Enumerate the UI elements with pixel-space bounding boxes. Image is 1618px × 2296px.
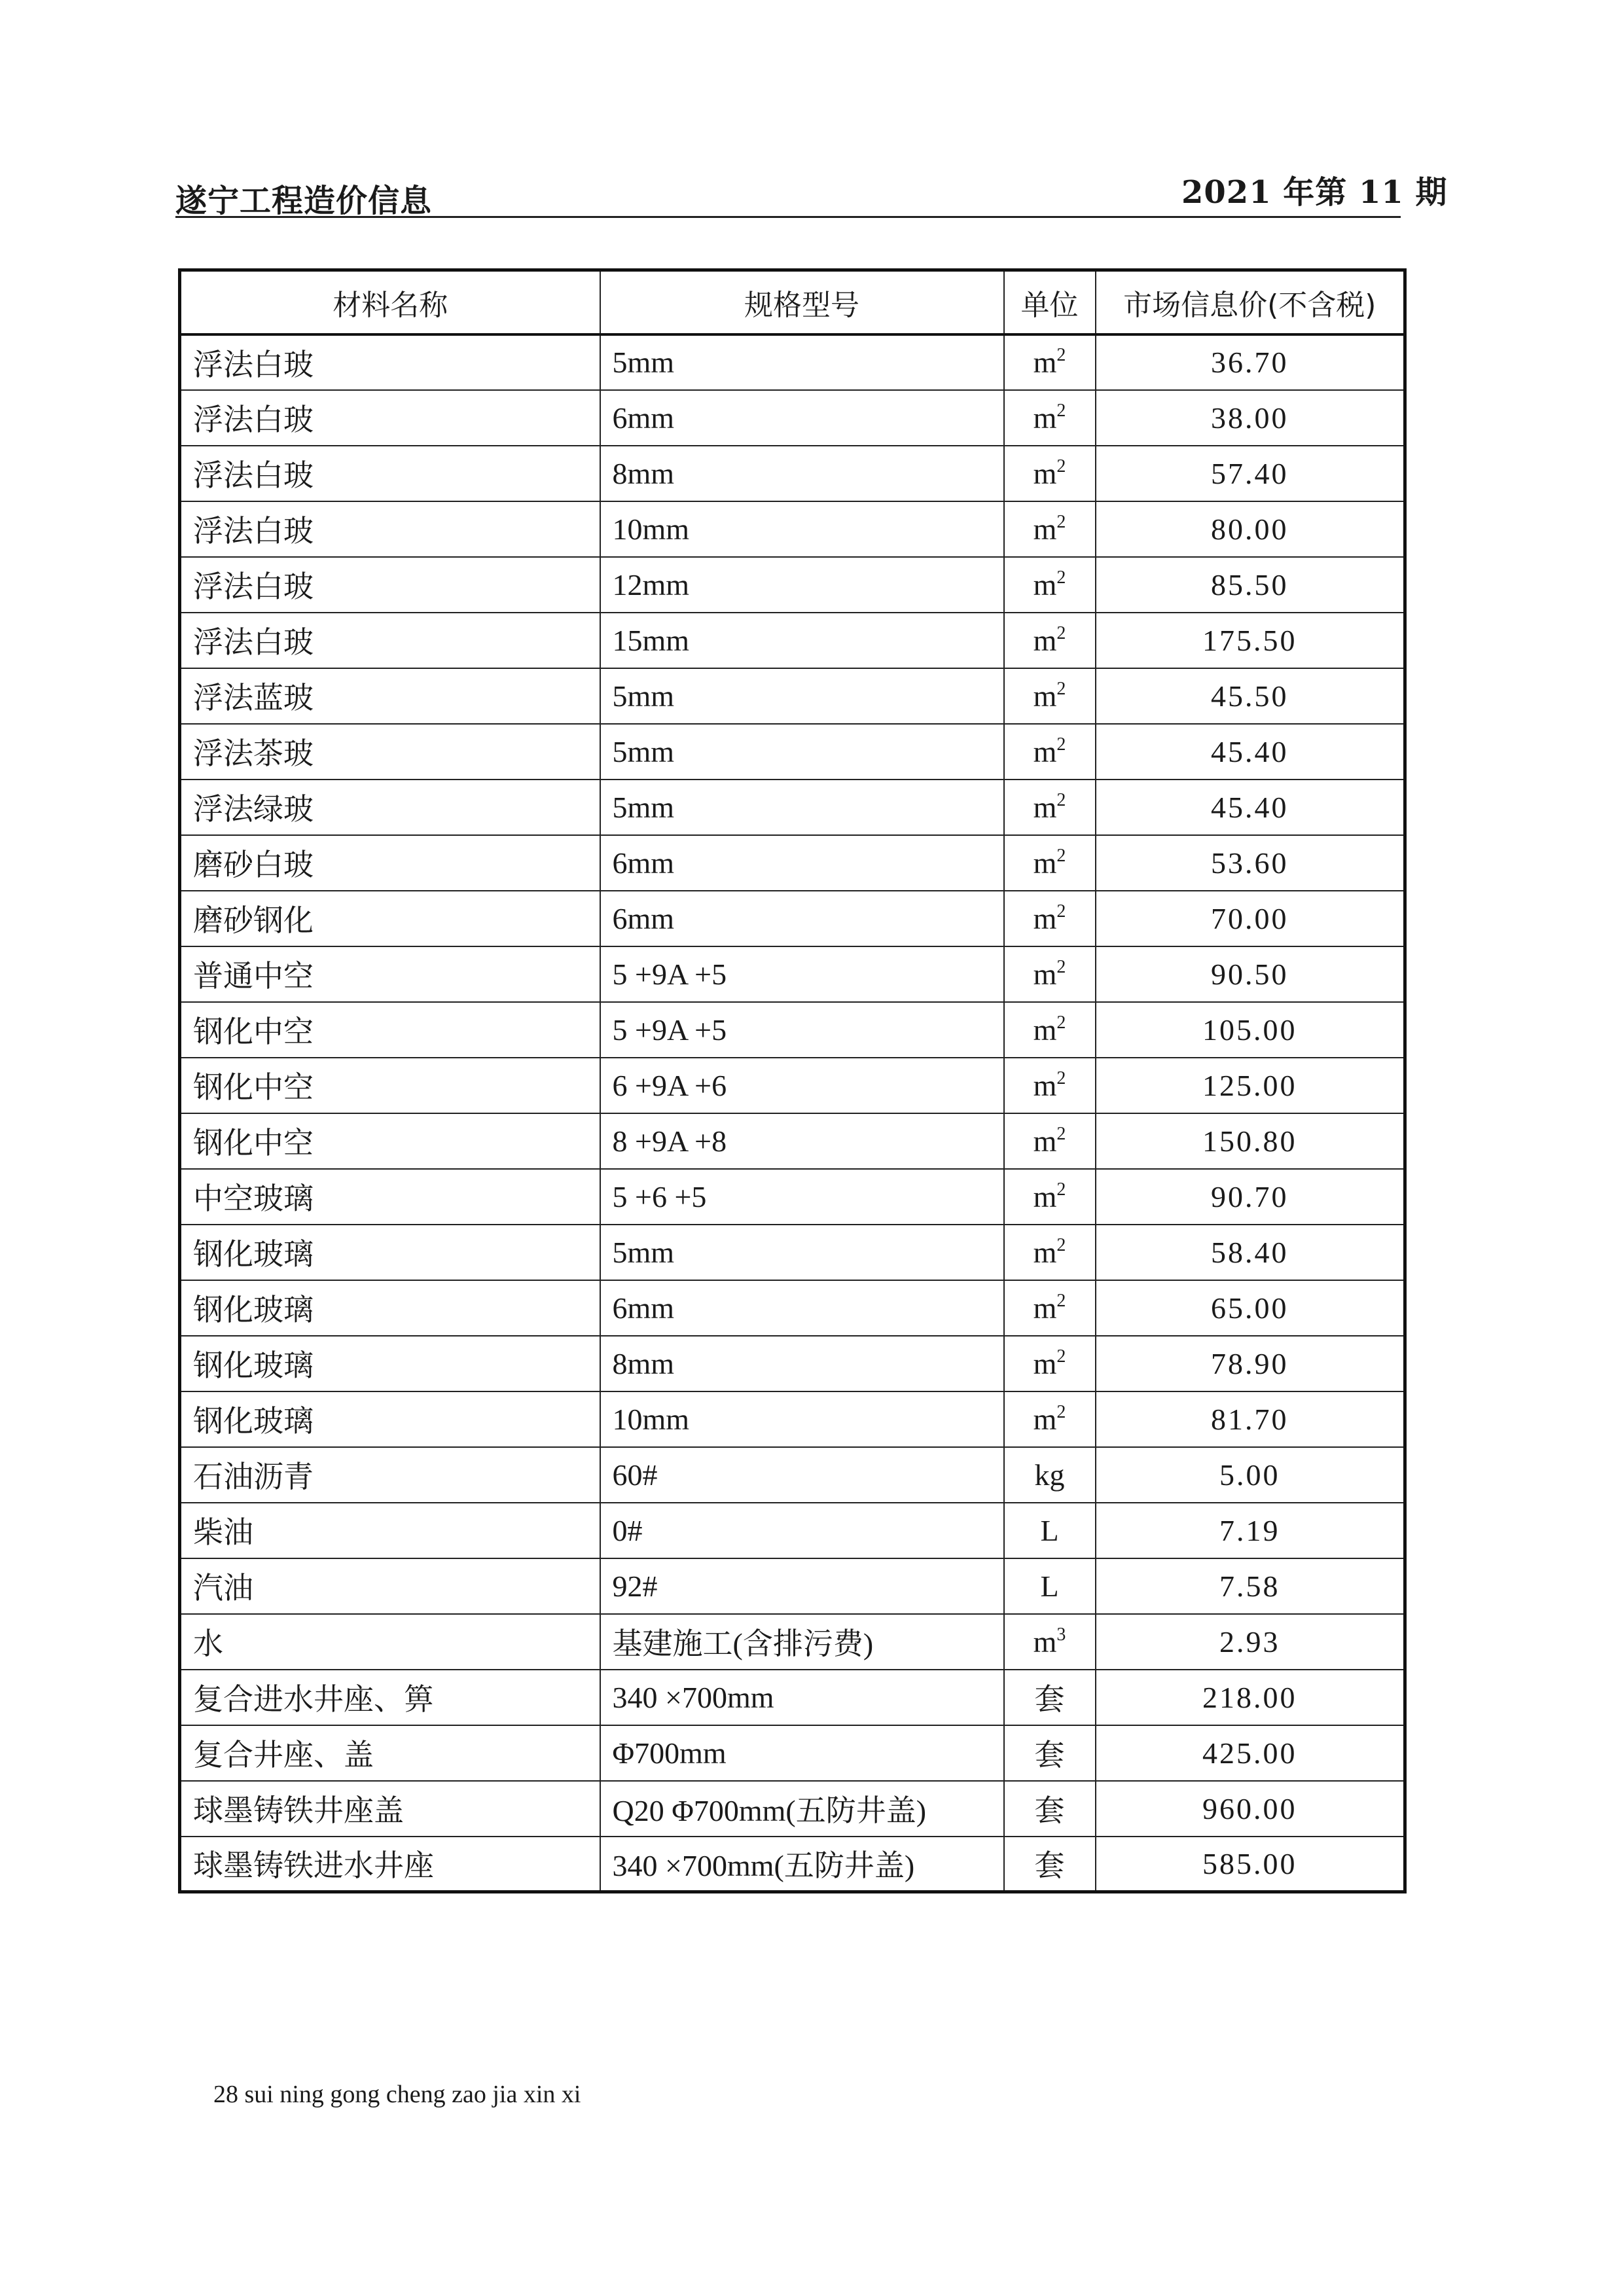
unit-exponent: 2 <box>1056 956 1066 977</box>
market-price: 105.00 <box>1096 1002 1405 1058</box>
market-price: 85.50 <box>1096 557 1405 613</box>
material-spec: 5mm <box>600 1225 1004 1280</box>
table-row <box>180 334 1405 390</box>
table-body <box>180 334 1405 1892</box>
material-name: 浮法白玻 <box>180 334 600 390</box>
table-row <box>180 1002 1405 1058</box>
unit-base: m <box>1033 1179 1057 1213</box>
material-spec: 5 +9A +5 <box>600 946 1004 1002</box>
material-unit <box>1004 1503 1096 1558</box>
unit-base: L <box>1040 1513 1059 1547</box>
material-spec: 8mm <box>600 446 1004 501</box>
market-price: 53.60 <box>1096 835 1405 891</box>
material-name: 钢化玻璃 <box>180 1280 600 1336</box>
material-name: 浮法白玻 <box>180 446 600 501</box>
market-price: 81.70 <box>1096 1391 1405 1447</box>
unit-base: m <box>1033 734 1057 768</box>
market-price: 45.40 <box>1096 780 1405 835</box>
table-row <box>180 1225 1405 1280</box>
material-unit <box>1004 1725 1096 1781</box>
issue-label: 2021 年第 11 期 <box>1181 174 1448 211</box>
unit-exponent: 2 <box>1056 1012 1066 1033</box>
market-price: 45.50 <box>1096 668 1405 724</box>
market-price: 7.19 <box>1096 1503 1405 1558</box>
market-price: 425.00 <box>1096 1725 1405 1781</box>
material-spec: 12mm <box>600 557 1004 613</box>
material-name: 水 <box>180 1614 600 1670</box>
material-unit <box>1004 1058 1096 1113</box>
material-name: 浮法蓝玻 <box>180 668 600 724</box>
unit-exponent: 2 <box>1056 1290 1066 1311</box>
material-spec: 5mm <box>600 780 1004 835</box>
unit-base: m <box>1033 901 1057 935</box>
material-spec: 6mm <box>600 390 1004 446</box>
table-row <box>180 1169 1405 1225</box>
table-row <box>180 780 1405 835</box>
material-name: 钢化中空 <box>180 1113 600 1169</box>
unit-base: m <box>1033 567 1057 601</box>
material-unit <box>1004 1781 1096 1837</box>
material-name: 球墨铸铁井座盖 <box>180 1781 600 1837</box>
material-spec: 8 +9A +8 <box>600 1113 1004 1169</box>
market-price: 90.70 <box>1096 1169 1405 1225</box>
unit-base: kg <box>1034 1458 1065 1492</box>
material-unit <box>1004 390 1096 446</box>
market-price: 125.00 <box>1096 1058 1405 1113</box>
material-unit <box>1004 1002 1096 1058</box>
table-row <box>180 557 1405 613</box>
unit-base: m <box>1033 790 1057 824</box>
unit-base: m <box>1033 1346 1057 1380</box>
unit-base: 套 <box>1034 1849 1065 1883</box>
market-price: 78.90 <box>1096 1336 1405 1391</box>
market-price: 2.93 <box>1096 1614 1405 1670</box>
material-unit <box>1004 446 1096 501</box>
material-name: 钢化中空 <box>180 1058 600 1113</box>
unit-exponent: 2 <box>1056 789 1066 810</box>
material-name: 普通中空 <box>180 946 600 1002</box>
unit-base: m <box>1033 346 1057 379</box>
table-row <box>180 1725 1405 1781</box>
material-name: 钢化玻璃 <box>180 1336 600 1391</box>
col-header-name: 材料名称 <box>180 270 600 334</box>
market-price: 38.00 <box>1096 390 1405 446</box>
material-spec: 340 ×700mm(五防井盖) <box>600 1837 1004 1892</box>
market-price: 45.40 <box>1096 724 1405 780</box>
market-price: 57.40 <box>1096 446 1405 501</box>
material-name: 中空玻璃 <box>180 1169 600 1225</box>
table-row <box>180 501 1405 557</box>
material-name: 钢化玻璃 <box>180 1225 600 1280</box>
unit-base: m <box>1033 846 1057 880</box>
material-spec: 15mm <box>600 613 1004 668</box>
material-name: 浮法白玻 <box>180 501 600 557</box>
material-spec: 92# <box>600 1558 1004 1614</box>
table-row <box>180 668 1405 724</box>
table-row <box>180 1614 1405 1670</box>
table-row <box>180 724 1405 780</box>
material-unit <box>1004 334 1096 390</box>
material-unit <box>1004 1280 1096 1336</box>
material-unit <box>1004 1113 1096 1169</box>
table-row <box>180 613 1405 668</box>
price-table <box>178 268 1407 1893</box>
unit-base: m <box>1033 1624 1057 1659</box>
unit-exponent: 2 <box>1056 1067 1066 1088</box>
unit-exponent: 2 <box>1056 1179 1066 1200</box>
unit-exponent: 2 <box>1056 1123 1066 1144</box>
unit-exponent: 2 <box>1056 1401 1066 1422</box>
unit-exponent: 2 <box>1056 734 1066 755</box>
unit-exponent: 2 <box>1056 567 1066 588</box>
material-spec: 10mm <box>600 501 1004 557</box>
material-name: 浮法白玻 <box>180 557 600 613</box>
unit-exponent: 2 <box>1056 511 1066 532</box>
unit-exponent: 3 <box>1056 1624 1066 1645</box>
unit-base: L <box>1040 1569 1059 1603</box>
market-price: 58.40 <box>1096 1225 1405 1280</box>
market-price: 585.00 <box>1096 1837 1405 1892</box>
material-spec: 10mm <box>600 1391 1004 1447</box>
material-spec: 0# <box>600 1503 1004 1558</box>
unit-base: m <box>1033 1124 1057 1158</box>
table-header-row <box>180 270 1405 334</box>
col-header-unit: 单位 <box>1004 270 1096 334</box>
header-rule <box>175 216 1401 218</box>
unit-base: m <box>1033 1402 1057 1436</box>
material-unit <box>1004 613 1096 668</box>
material-name: 浮法白玻 <box>180 390 600 446</box>
material-name: 钢化玻璃 <box>180 1391 600 1447</box>
unit-base: m <box>1033 512 1057 546</box>
col-header-price: 市场信息价(不含税) <box>1096 270 1405 334</box>
material-spec: 5mm <box>600 334 1004 390</box>
market-price: 70.00 <box>1096 891 1405 946</box>
unit-exponent: 2 <box>1056 678 1066 699</box>
table-row <box>180 835 1405 891</box>
unit-base: m <box>1033 456 1057 490</box>
table-row <box>180 1391 1405 1447</box>
material-name: 钢化中空 <box>180 1002 600 1058</box>
unit-base: m <box>1033 1013 1057 1047</box>
material-name: 汽油 <box>180 1558 600 1614</box>
table-row <box>180 1558 1405 1614</box>
market-price: 65.00 <box>1096 1280 1405 1336</box>
material-unit <box>1004 1336 1096 1391</box>
material-spec: 5 +6 +5 <box>600 1169 1004 1225</box>
table-row <box>180 1781 1405 1837</box>
market-price: 36.70 <box>1096 334 1405 390</box>
unit-base: m <box>1033 623 1057 657</box>
unit-exponent: 2 <box>1056 1346 1066 1367</box>
table-row <box>180 446 1405 501</box>
unit-base: m <box>1033 679 1057 713</box>
material-name: 浮法茶玻 <box>180 724 600 780</box>
unit-exponent: 2 <box>1056 456 1066 476</box>
material-spec: 基建施工(含排污费) <box>600 1614 1004 1670</box>
material-unit <box>1004 1670 1096 1725</box>
material-spec: 60# <box>600 1447 1004 1503</box>
market-price: 5.00 <box>1096 1447 1405 1503</box>
market-price: 175.50 <box>1096 613 1405 668</box>
unit-exponent: 2 <box>1056 901 1066 922</box>
unit-exponent: 2 <box>1056 845 1066 866</box>
unit-base: m <box>1033 1291 1057 1325</box>
material-unit <box>1004 835 1096 891</box>
table-row <box>180 1336 1405 1391</box>
market-price: 7.58 <box>1096 1558 1405 1614</box>
table-row <box>180 1670 1405 1725</box>
market-price: 960.00 <box>1096 1781 1405 1837</box>
material-unit <box>1004 1169 1096 1225</box>
material-unit <box>1004 1391 1096 1447</box>
material-spec: Φ700mm <box>600 1725 1004 1781</box>
table-row <box>180 1503 1405 1558</box>
table-row <box>180 390 1405 446</box>
material-spec: 6mm <box>600 891 1004 946</box>
material-spec: 6mm <box>600 1280 1004 1336</box>
material-spec: 5mm <box>600 724 1004 780</box>
table-row <box>180 946 1405 1002</box>
material-unit <box>1004 1447 1096 1503</box>
material-unit <box>1004 724 1096 780</box>
market-price: 80.00 <box>1096 501 1405 557</box>
material-unit <box>1004 1558 1096 1614</box>
table-row <box>180 1113 1405 1169</box>
publication-title: 遂宁工程造价信息 <box>175 183 433 219</box>
material-name: 球墨铸铁进水井座 <box>180 1837 600 1892</box>
material-unit <box>1004 668 1096 724</box>
material-unit <box>1004 1225 1096 1280</box>
market-price: 218.00 <box>1096 1670 1405 1725</box>
unit-base: m <box>1033 957 1057 991</box>
material-unit <box>1004 557 1096 613</box>
material-spec: Q20 Φ700mm(五防井盖) <box>600 1781 1004 1837</box>
col-header-spec: 规格型号 <box>600 270 1004 334</box>
table-row <box>180 1447 1405 1503</box>
table-row <box>180 891 1405 946</box>
material-unit <box>1004 501 1096 557</box>
table-row <box>180 1058 1405 1113</box>
material-name: 浮法白玻 <box>180 613 600 668</box>
material-unit <box>1004 1837 1096 1892</box>
material-name: 复合井座、盖 <box>180 1725 600 1781</box>
unit-base: 套 <box>1034 1794 1065 1827</box>
material-unit <box>1004 780 1096 835</box>
unit-exponent: 2 <box>1056 1234 1066 1255</box>
material-spec: 5 +9A +5 <box>600 1002 1004 1058</box>
material-spec: 6 +9A +6 <box>600 1058 1004 1113</box>
material-name: 磨砂白玻 <box>180 835 600 891</box>
material-unit <box>1004 1614 1096 1670</box>
material-spec: 340 ×700mm <box>600 1670 1004 1725</box>
material-name: 石油沥青 <box>180 1447 600 1503</box>
material-unit <box>1004 946 1096 1002</box>
material-spec: 6mm <box>600 835 1004 891</box>
unit-exponent: 2 <box>1056 622 1066 643</box>
material-name: 复合进水井座、箅 <box>180 1670 600 1725</box>
material-unit <box>1004 891 1096 946</box>
unit-base: m <box>1033 1068 1057 1102</box>
unit-base: m <box>1033 1235 1057 1269</box>
unit-base: m <box>1033 401 1057 435</box>
material-spec: 8mm <box>600 1336 1004 1391</box>
market-price: 90.50 <box>1096 946 1405 1002</box>
unit-exponent: 2 <box>1056 400 1066 421</box>
material-name: 浮法绿玻 <box>180 780 600 835</box>
page-footer: 28 sui ning gong cheng zao jia xin xi <box>213 2081 581 2108</box>
unit-base: 套 <box>1034 1683 1065 1716</box>
market-price: 150.80 <box>1096 1113 1405 1169</box>
material-name: 磨砂钢化 <box>180 891 600 946</box>
material-spec: 5mm <box>600 668 1004 724</box>
unit-base: 套 <box>1034 1738 1065 1772</box>
table-row <box>180 1837 1405 1892</box>
table-row <box>180 1280 1405 1336</box>
unit-exponent: 2 <box>1056 345 1066 365</box>
material-name: 柴油 <box>180 1503 600 1558</box>
